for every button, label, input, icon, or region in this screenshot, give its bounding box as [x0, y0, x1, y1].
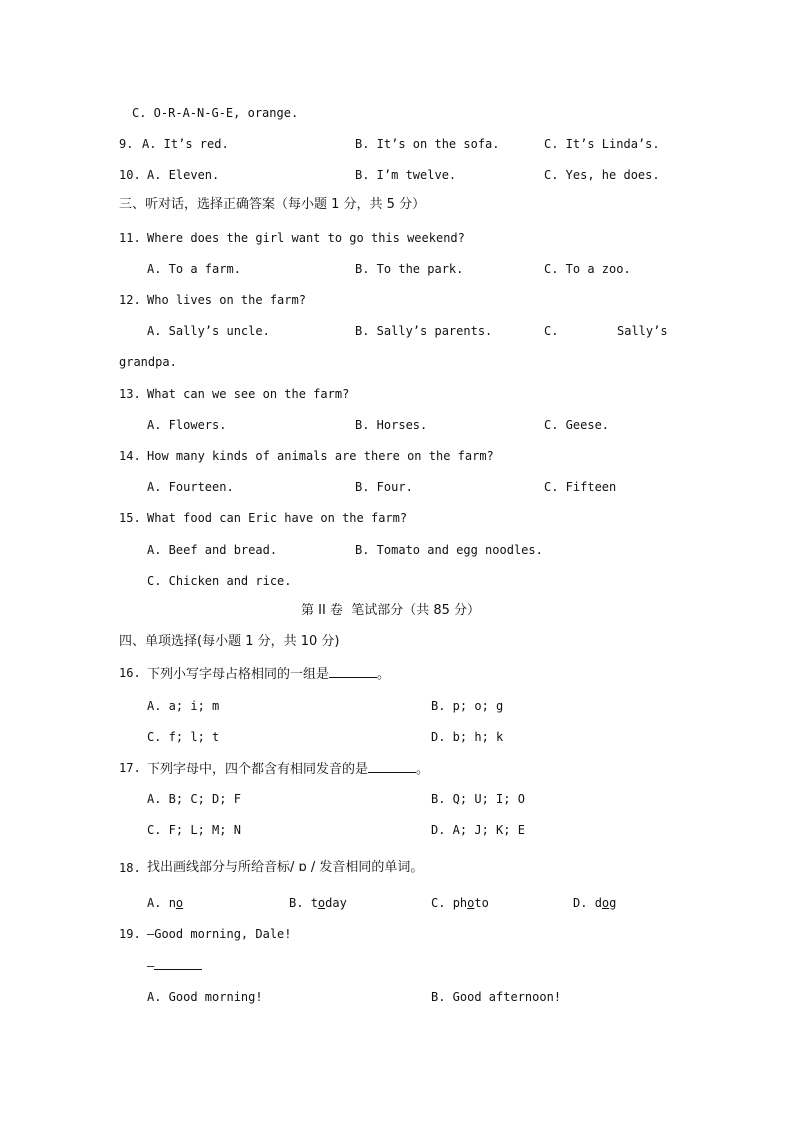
- q19-option-b: B. Good afternoon!: [431, 990, 562, 1004]
- q14-option-b: B. Four.: [355, 480, 413, 494]
- q16-option-a: A. a; i; m: [147, 699, 220, 713]
- q9-option-a: A. It’s red.: [142, 137, 229, 151]
- q9-option-b: B. It’s on the sofa.: [355, 137, 500, 151]
- q16-option-d: D. b; h; k: [431, 730, 504, 744]
- q19-option-a: A. Good morning!: [147, 990, 263, 1004]
- q15-text: What food can Eric have on the farm?: [147, 511, 408, 525]
- q11-number: 11.: [119, 231, 141, 245]
- q11-option-a: A. To a farm.: [147, 262, 241, 276]
- q14-option-c: C. Fifteen: [544, 480, 617, 494]
- q18-text: 找出画线部分与所给音标/ ɒ / 发音相同的单词。: [147, 860, 424, 875]
- q14-option-a: A. Fourteen.: [147, 480, 234, 494]
- q10-number: 10.: [119, 168, 141, 182]
- q11-option-b: B. To the park.: [355, 262, 464, 276]
- part-2-title: 第 II 卷 笔试部分（共 85 分）: [301, 603, 481, 618]
- q13-option-a: A. Flowers.: [147, 418, 227, 432]
- q15-option-b: B. Tomato and egg noodles.: [355, 543, 543, 557]
- q12-option-b: B. Sally’s parents.: [355, 324, 493, 338]
- q13-option-c: C. Geese.: [544, 418, 610, 432]
- q19-prompt: —Good morning, Dale!: [147, 927, 292, 941]
- answer-blank: [368, 760, 416, 773]
- q16-stem: [147, 665, 390, 683]
- q17-option-c: C. F; L; M; N: [147, 823, 241, 837]
- q12-text: Who lives on the farm?: [147, 293, 306, 307]
- q11-text: Where does the girl want to go this weekend?: [147, 231, 465, 245]
- q17-option-a: A. B; C; D; F: [147, 792, 241, 806]
- q18-option-c: C. photo: [431, 896, 489, 910]
- underlined-part: o: [175, 896, 184, 910]
- answer-blank: [154, 957, 202, 970]
- q10-option-a: A. Eleven.: [147, 168, 220, 182]
- q19-response-line: —: [147, 957, 202, 974]
- q16-option-c: C. f; l; t: [147, 730, 220, 744]
- q16-end: 。: [377, 667, 391, 682]
- answer-blank: [329, 665, 377, 678]
- q15-option-c: C. Chicken and rice.: [147, 574, 292, 588]
- q12-number: 12.: [119, 293, 141, 307]
- q8-option-c: C. O-R-A-N-G-E, orange.: [132, 106, 299, 120]
- q16-text: 下列小写字母占格相同的一组是: [147, 667, 330, 682]
- q10-option-c: C. Yes, he does.: [544, 168, 660, 182]
- q14-number: 14.: [119, 449, 141, 463]
- q9-option-c: C. It’s Linda’s.: [544, 137, 660, 151]
- underlined-part: o: [467, 896, 475, 910]
- q18-option-b: B. today: [289, 896, 347, 910]
- q13-number: 13.: [119, 387, 141, 401]
- q12-option-c-wrap: grandpa.: [119, 355, 177, 369]
- q16-number: 16.: [119, 666, 141, 680]
- q17-stem: [147, 760, 429, 778]
- q10-option-b: B. I’m twelve.: [355, 168, 457, 182]
- q12-option-c-text: Sally’s: [617, 324, 668, 338]
- q9-number: 9.: [119, 137, 134, 151]
- section-4-heading: 四、单项选择(每小题 1 分，共 10 分): [119, 634, 340, 649]
- q16-option-b: B. p; o; g: [431, 699, 504, 713]
- q17-text: 下列字母中，四个都含有相同发音的是: [147, 762, 369, 777]
- q13-text: What can we see on the farm?: [147, 387, 350, 401]
- q15-number: 15.: [119, 511, 141, 525]
- q17-end: 。: [416, 762, 430, 777]
- q18-option-d: D. dog: [573, 896, 617, 910]
- q17-number: 17.: [119, 761, 141, 775]
- q14-text: How many kinds of animals are there on the farm?: [147, 449, 494, 463]
- underlined-part: o: [601, 896, 610, 910]
- q11-option-c: C. To a zoo.: [544, 262, 631, 276]
- q18-option-a: A. no: [147, 896, 184, 910]
- q17-option-d: D. A; J; K; E: [431, 823, 525, 837]
- q19-number: 19.: [119, 927, 141, 941]
- q15-option-a: A. Beef and bread.: [147, 543, 278, 557]
- section-3-heading: 三、听对话，选择正确答案（每小题 1 分，共 5 分）: [119, 197, 426, 212]
- q17-option-b: B. Q; U; I; O: [431, 792, 525, 806]
- q18-number: 18.: [119, 861, 141, 875]
- underlined-part: o: [317, 896, 326, 910]
- q13-option-b: B. Horses.: [355, 418, 428, 432]
- q12-option-a: A. Sally’s uncle.: [147, 324, 270, 338]
- q12-option-c-letter: C.: [544, 324, 559, 338]
